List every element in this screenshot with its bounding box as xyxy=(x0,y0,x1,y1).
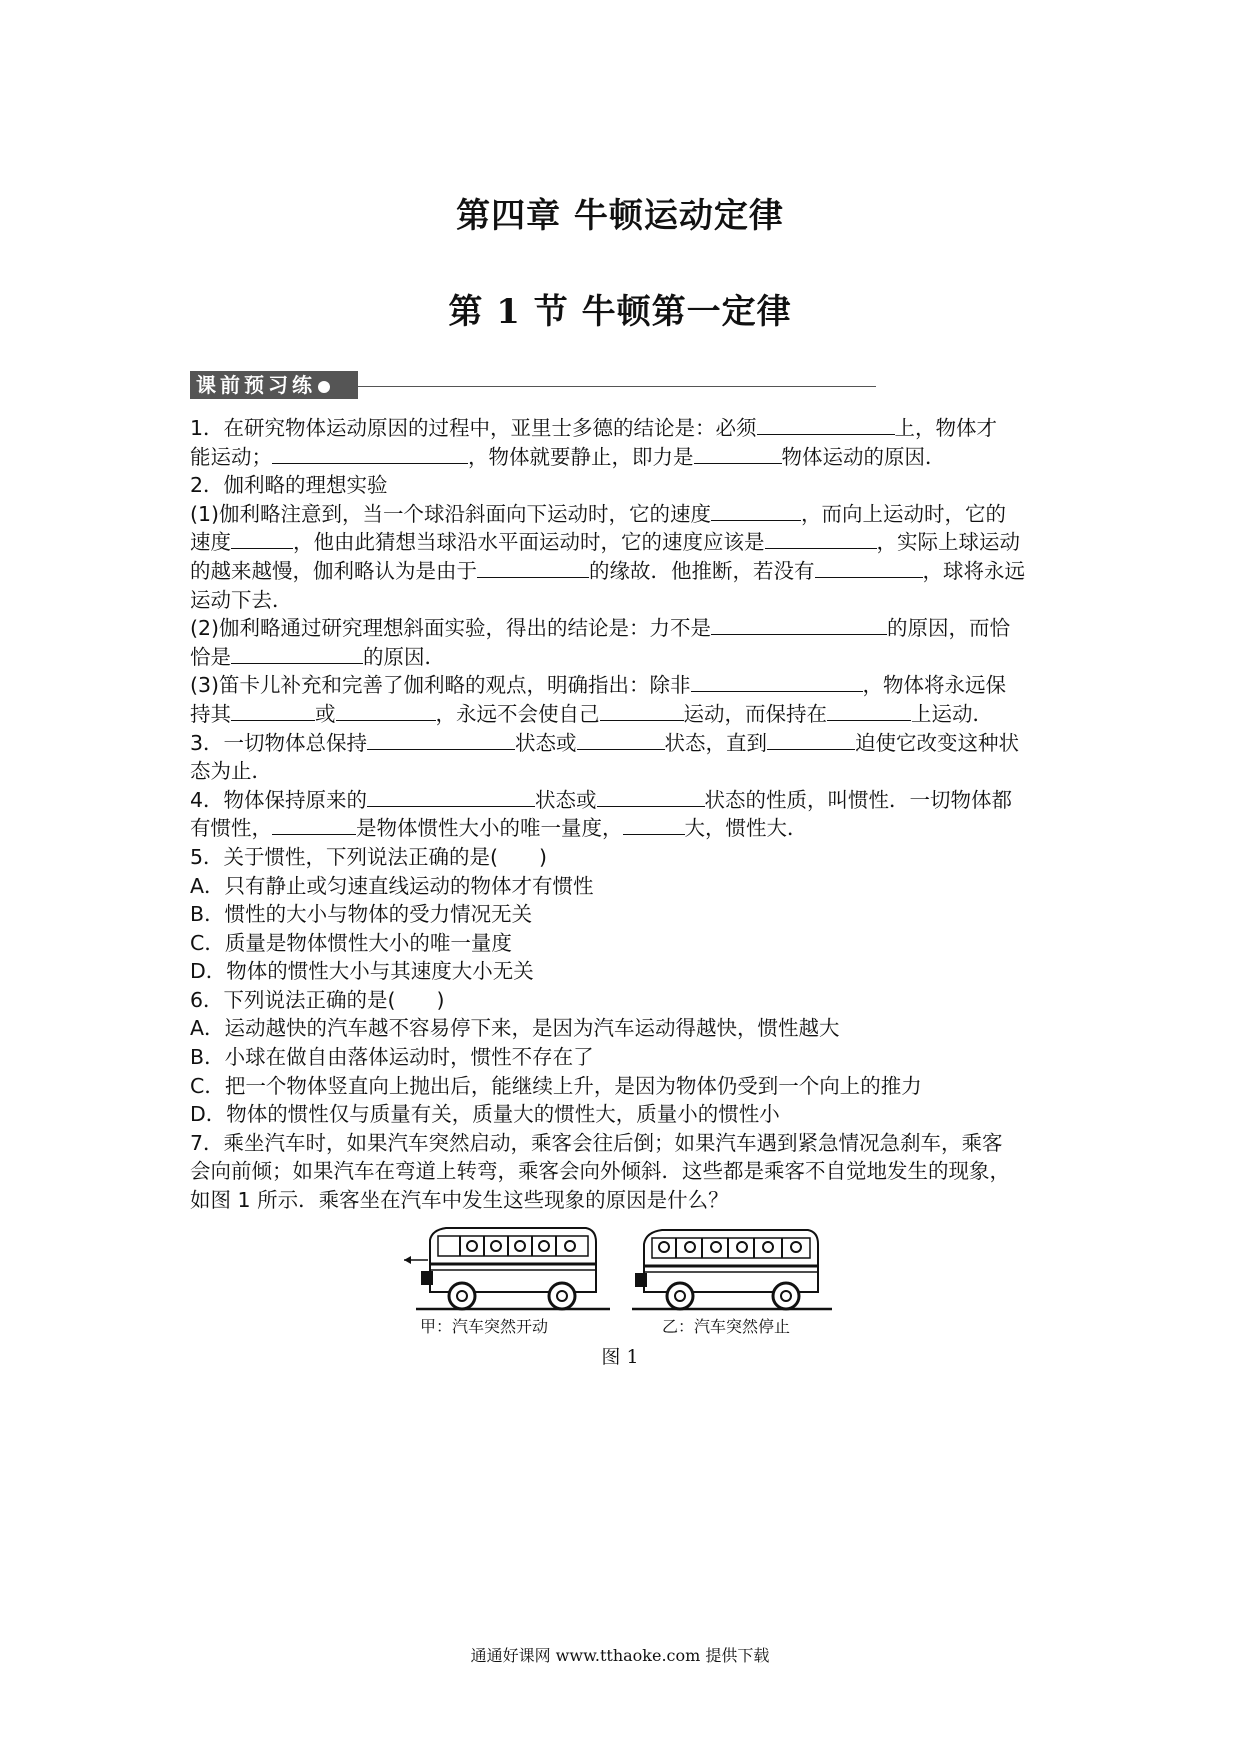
chapter-title: 第四章 牛顿运动定律 xyxy=(456,196,784,236)
blank xyxy=(711,502,801,521)
blank xyxy=(336,702,436,721)
q1-line1: 1．在研究物体运动原因的过程中，亚里士多德的结论是：必须 上，物体才 xyxy=(190,416,998,440)
blank xyxy=(577,731,665,750)
q2-p2-line2: 恰是 的原因． xyxy=(190,644,445,669)
q6-option-a: A．运动越快的汽车越不容易停下来，是因为汽车运动得越快，惯性越大 xyxy=(190,1016,840,1041)
blank xyxy=(827,702,911,721)
blank xyxy=(765,530,877,549)
exercise-content xyxy=(190,414,1060,1215)
q1-line2: 能运动； ，物体就要静止，即力是 物体运动的原因． xyxy=(190,444,946,469)
q7-line3: 如图 1 所示．乘客坐在汽车中发生这些现象的原因是什么？ xyxy=(190,1188,729,1213)
q2-p1-line3: 的越来越慢，伽利略认为是由于 的缘故．他推断，若没有 ，球将永远 xyxy=(190,558,1025,583)
q5-option-d: D．物体的惯性大小与其速度大小无关 xyxy=(190,959,534,984)
section-title: 第 1 节 牛顿第一定律 xyxy=(448,292,792,332)
figure-caption: 图 1 xyxy=(601,1346,639,1368)
blank xyxy=(367,731,515,750)
q5-option-c: C．质量是物体惯性大小的唯一量度 xyxy=(190,930,512,955)
blank xyxy=(231,702,315,721)
q2-p1-line2: 速度 ，他由此猜想当球沿水平面运动时，它的速度应该是 ，实际上球运动 xyxy=(190,530,1020,555)
q4-line2: 有惯性， 是物体惯性大小的唯一量度， 大，惯性大． xyxy=(190,816,808,841)
bullet-dot-icon xyxy=(318,381,330,393)
bus-stopping-icon xyxy=(632,1230,832,1309)
section-banner xyxy=(190,371,690,399)
q5-stem: 5．关于惯性，下列说法正确的是( ) xyxy=(190,844,548,869)
blank xyxy=(272,445,468,464)
blank xyxy=(711,616,887,635)
q7-line2: 会向前倾；如果汽车在弯道上转弯，乘客会向外倾斜．这些都是乘客不自觉地发生的现象， xyxy=(190,1159,1010,1184)
blank xyxy=(691,673,863,692)
banner-label-box xyxy=(190,371,358,399)
blank xyxy=(815,559,923,578)
q3-line1: 3．一切物体总保持 状态或 状态，直到 迫使它改变这种状 xyxy=(190,730,1020,755)
figure-label-left: 甲：汽车突然开动 xyxy=(420,1317,549,1336)
q2-title: 2．伽利略的理想实验 xyxy=(190,473,388,498)
banner-label: 课前预习练 xyxy=(196,373,316,397)
q2-p3-line2: 持其 或 ，永远不会使自己 运动，而保持在 上运动． xyxy=(190,701,993,726)
blank xyxy=(597,788,705,807)
q2-p2-line1: (2)伽利略通过研究理想斜面实验，得出的结论是：力不是 的原因，而恰 xyxy=(190,616,1011,641)
q7-line1: 7．乘坐汽车时，如果汽车突然启动，乘客会往后倒；如果汽车遇到紧急情况急刹车，乘客 xyxy=(190,1130,1003,1155)
q2-p1-line4: 运动下去． xyxy=(190,587,293,612)
blank xyxy=(767,731,855,750)
blank xyxy=(272,816,356,835)
blank xyxy=(623,816,685,835)
blank xyxy=(367,788,535,807)
q5-option-b: B．惯性的大小与物体的受力情况无关 xyxy=(190,902,533,927)
blank xyxy=(231,645,363,664)
blank xyxy=(231,530,293,549)
figure-label-right: 乙：汽车突然停止 xyxy=(662,1317,791,1336)
q6-option-c: C．把一个物体竖直向上抛出后，能继续上升，是因为物体仍受到一个向上的推力 xyxy=(190,1073,922,1098)
bus-starting-icon xyxy=(404,1228,610,1309)
q2-p1-line1: (1)伽利略注意到，当一个球沿斜面向下运动时，它的速度 ，而向上运动时，它的 xyxy=(190,501,1007,526)
blank xyxy=(600,702,684,721)
q3-line2: 态为止． xyxy=(190,759,272,784)
q2-p3-line1: (3)笛卡儿补充和完善了伽利略的观点，明确指出：除非 ，物体将永远保 xyxy=(190,673,1007,698)
q6-option-d: D．物体的惯性仅与质量有关，质量大的惯性大，质量小的惯性小 xyxy=(190,1102,780,1127)
q5-option-a: A．只有静止或匀速直线运动的物体才有惯性 xyxy=(190,873,594,898)
q6-option-b: B．小球在做自由落体运动时，惯性不存在了 xyxy=(190,1045,594,1070)
blank xyxy=(757,416,895,435)
blank xyxy=(694,445,782,464)
page-footer: 通通好课网 www.tthaoke.com 提供下载 xyxy=(470,1646,770,1665)
banner-rule xyxy=(358,386,876,387)
q4-line1: 4．物体保持原来的 状态或 状态的性质，叫惯性．一切物体都 xyxy=(190,787,1013,812)
blank xyxy=(477,559,589,578)
q6-stem: 6．下列说法正确的是( ) xyxy=(190,987,445,1012)
figure-buses xyxy=(400,1220,860,1336)
